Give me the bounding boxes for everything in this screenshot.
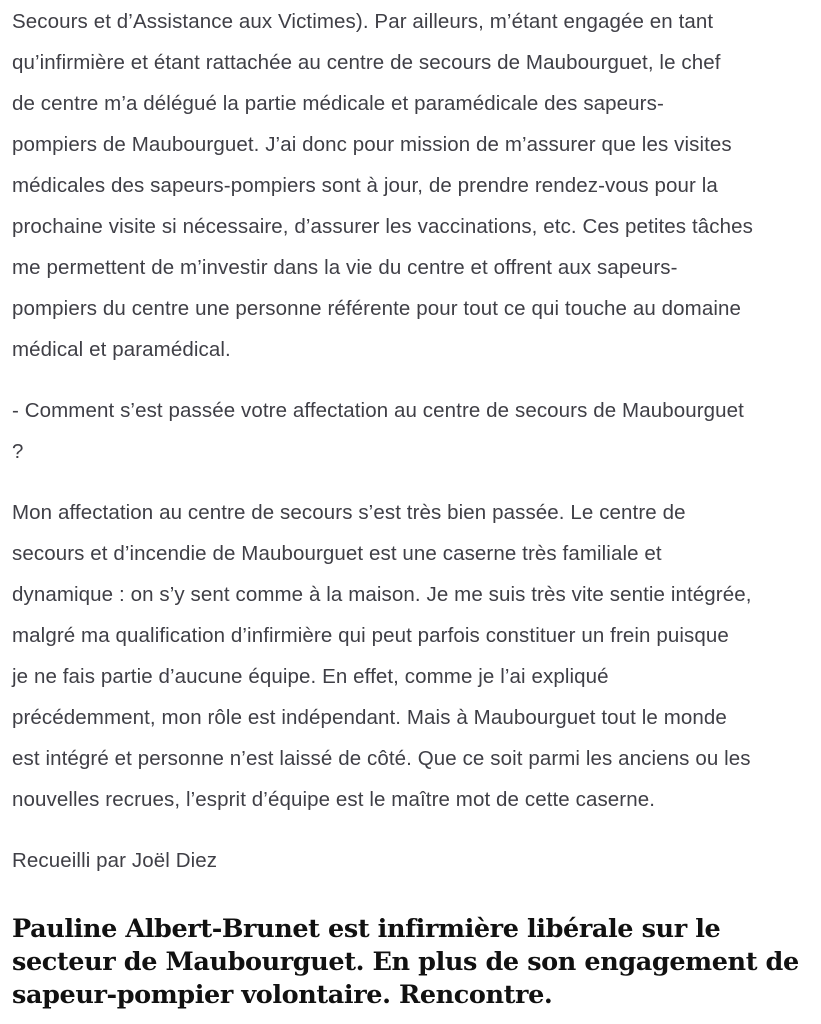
question-line: ? [12, 440, 24, 463]
paragraph-line: médical et paramédical. [12, 338, 231, 361]
author-credit: Recueilli par Joël Diez [12, 849, 218, 872]
paragraph-line: me permettent de m’investir dans la vie du centre et offrent aux sapeurs- [12, 256, 678, 279]
paragraph-line: de centre m’a délégué la partie médicale et paramédicale des sapeurs- [12, 92, 664, 115]
paragraph-2 [12, 492, 752, 820]
headline-line: Pauline Albert-Brunet est infirmière libérale sur le [12, 914, 721, 944]
paragraph-line: prochaine visite si nécessaire, d’assurer les vaccinations, etc. Ces petites tâches [12, 215, 753, 238]
interview-question [12, 390, 744, 472]
paragraph-line: nouvelles recrues, l’esprit d’équipe est le maître mot de cette caserne. [12, 788, 656, 811]
headline-line: sapeur-pompier volontaire. Rencontre. [12, 980, 553, 1010]
paragraph-line: médicales des sapeurs-pompiers sont à jour, de prendre rendez-vous pour la [12, 174, 718, 197]
paragraph-1 [12, 1, 753, 370]
paragraph-line: malgré ma qualification d’infirmière qui peut parfois constituer un frein puisque [12, 624, 729, 647]
headline-line: secteur de Maubourguet. En plus de son engagement de [12, 947, 799, 977]
paragraph-line: qu’infirmière et étant rattachée au centre de secours de Maubourguet, le chef [12, 51, 721, 74]
question-line: - Comment s’est passée votre affectation au centre de secours de Maubourguet [12, 399, 744, 422]
paragraph-line: secours et d’incendie de Maubourguet est une caserne très familiale et [12, 542, 662, 565]
paragraph-line: est intégré et personne n’est laissé de côté. Que ce soit parmi les anciens ou les [12, 747, 751, 770]
paragraph-line: je ne fais partie d’aucune équipe. En effet, comme je l’ai expliqué [12, 665, 609, 688]
article-headline[interactable] [12, 913, 812, 1012]
paragraph-line: pompiers de Maubourguet. J’ai donc pour mission de m’assurer que les visites [12, 133, 732, 156]
paragraph-line: précédemment, mon rôle est indépendant. Mais à Maubourguet tout le monde [12, 706, 727, 729]
paragraph-line: pompiers du centre une personne référente pour tout ce qui touche au domaine [12, 297, 741, 320]
paragraph-line: dynamique : on s’y sent comme à la maison. Je me suis très vite sentie intégrée, [12, 583, 752, 606]
paragraph-line: Mon affectation au centre de secours s’est très bien passée. Le centre de [12, 501, 686, 524]
paragraph-line: Secours et d’Assistance aux Victimes). Par ailleurs, m’étant engagée en tant [12, 10, 714, 33]
